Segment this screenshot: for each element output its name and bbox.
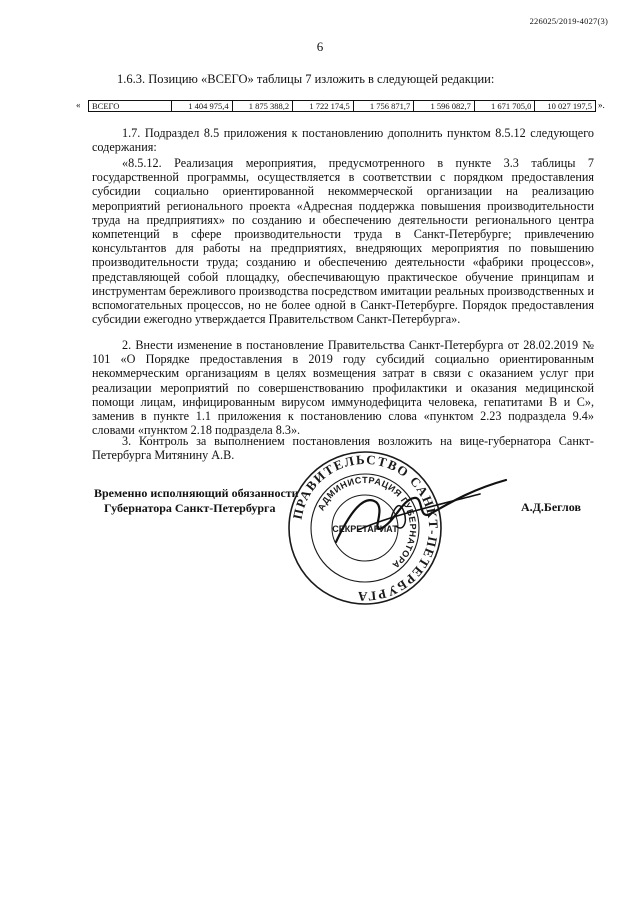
signatory-title bbox=[94, 486, 299, 515]
table-7-total-row bbox=[76, 100, 608, 112]
paragraph-text: 1.7. Подраздел 8.5 приложения к постановлению дополнить пунктом 8.5.12 следующего содержания: bbox=[92, 126, 594, 155]
stamp-outer-text: ПРАВИТЕЛЬСТВО САНКТ-ПЕТЕРБУРГА bbox=[289, 451, 442, 605]
stamp-inner-text: АДМИНИСТРАЦИЯ ГУБЕРНАТОРА bbox=[315, 474, 419, 571]
document-number: 226025/2019-4027(3) bbox=[529, 16, 608, 26]
table-cell: 1 875 388,2 bbox=[232, 101, 293, 112]
paragraph-1-7 bbox=[92, 126, 594, 154]
paragraph-text: 2. Внести изменение в постановление Правительства Санкт-Петербурга от 28.02.2019 № 101 «О Порядке предоставления в 2019 году субсидий социально ориентированным некоммерческим организациям в целях возмещения затрат в связи с оказанием услуг при реализации мероприятий по совершенствованию профилактики и оказания медицинской помощи лицам, инфицированным вирусом иммунодефицита человека, гепатитами В и С», заменив в пункте 1.1 приложения к постановлению слова «пунктом 2.23 подраздела 9.4» словами «пунктом 2.18 подраздела 8.3». bbox=[92, 338, 594, 438]
table-cell: 10 027 197,5 bbox=[535, 101, 596, 112]
table-cell: 1 671 705,0 bbox=[474, 101, 535, 112]
table-cell: 1 404 975,4 bbox=[172, 101, 233, 112]
table-cell: 1 596 082,7 bbox=[414, 101, 475, 112]
page-number: 6 bbox=[316, 39, 324, 54]
signatory-title-line-2: Губернатора Санкт-Петербурга bbox=[104, 500, 276, 515]
stamp-center-text: СЕКРЕТАРИАТ bbox=[332, 524, 398, 534]
table-cell-name: ВСЕГО bbox=[89, 101, 172, 112]
table-close-quote: ». bbox=[598, 100, 605, 110]
table-row bbox=[89, 101, 596, 112]
paragraph-8-5-12 bbox=[92, 156, 594, 326]
signatory-title-line-1: Временно исполняющий обязанности bbox=[94, 486, 299, 500]
signature-scribble-icon bbox=[330, 472, 510, 552]
table-open-quote: « bbox=[76, 100, 81, 110]
paragraph-2 bbox=[92, 338, 594, 437]
paragraph-text: «8.5.12. Реализация мероприятия, предусмотренного в пункте 3.3 таблицы 7 государственной программы, осуществляется в соответствии с порядком предоставления субсидии социально ориентированной некоммерческой организации на реализацию мероприятий регионального проекта «Адресная поддержка повышения производительности труда на предприятиях» по созданию и обеспечению деятельности регионального центра компетенций в сфере производительности труда в Санкт-Петербурге; привлечению консультантов для работы на предприятиях, внедряющих мероприятия по повышению производительности труда; созданию и обеспечению деятельности «фабрики процессов», представляющей собой площадку, обеспечивающую практическое обучение принципам и инструментам бережливого производства посредством имитации реальных производственных и вспомогательных процессов, но не более одной в Санкт-Петербурге. Порядок предоставления субсидии ежегодно утверждается Правительством Санкт-Петербурга». bbox=[92, 156, 594, 327]
table-cell: 1 756 871,7 bbox=[353, 101, 414, 112]
handwritten-signature bbox=[330, 472, 510, 552]
paragraph-text: 3. Контроль за выполнением постановления возложить на вице-губернатора Санкт-Петербурга Митянину А.В. bbox=[92, 434, 594, 463]
signatory-name: А.Д.Беглов bbox=[521, 500, 581, 514]
table-cell: 1 722 174,5 bbox=[293, 101, 354, 112]
item-1-6-3: 1.6.3. Позицию «ВСЕГО» таблицы 7 изложить в следующей редакции: bbox=[117, 72, 495, 86]
values-table bbox=[88, 100, 596, 112]
